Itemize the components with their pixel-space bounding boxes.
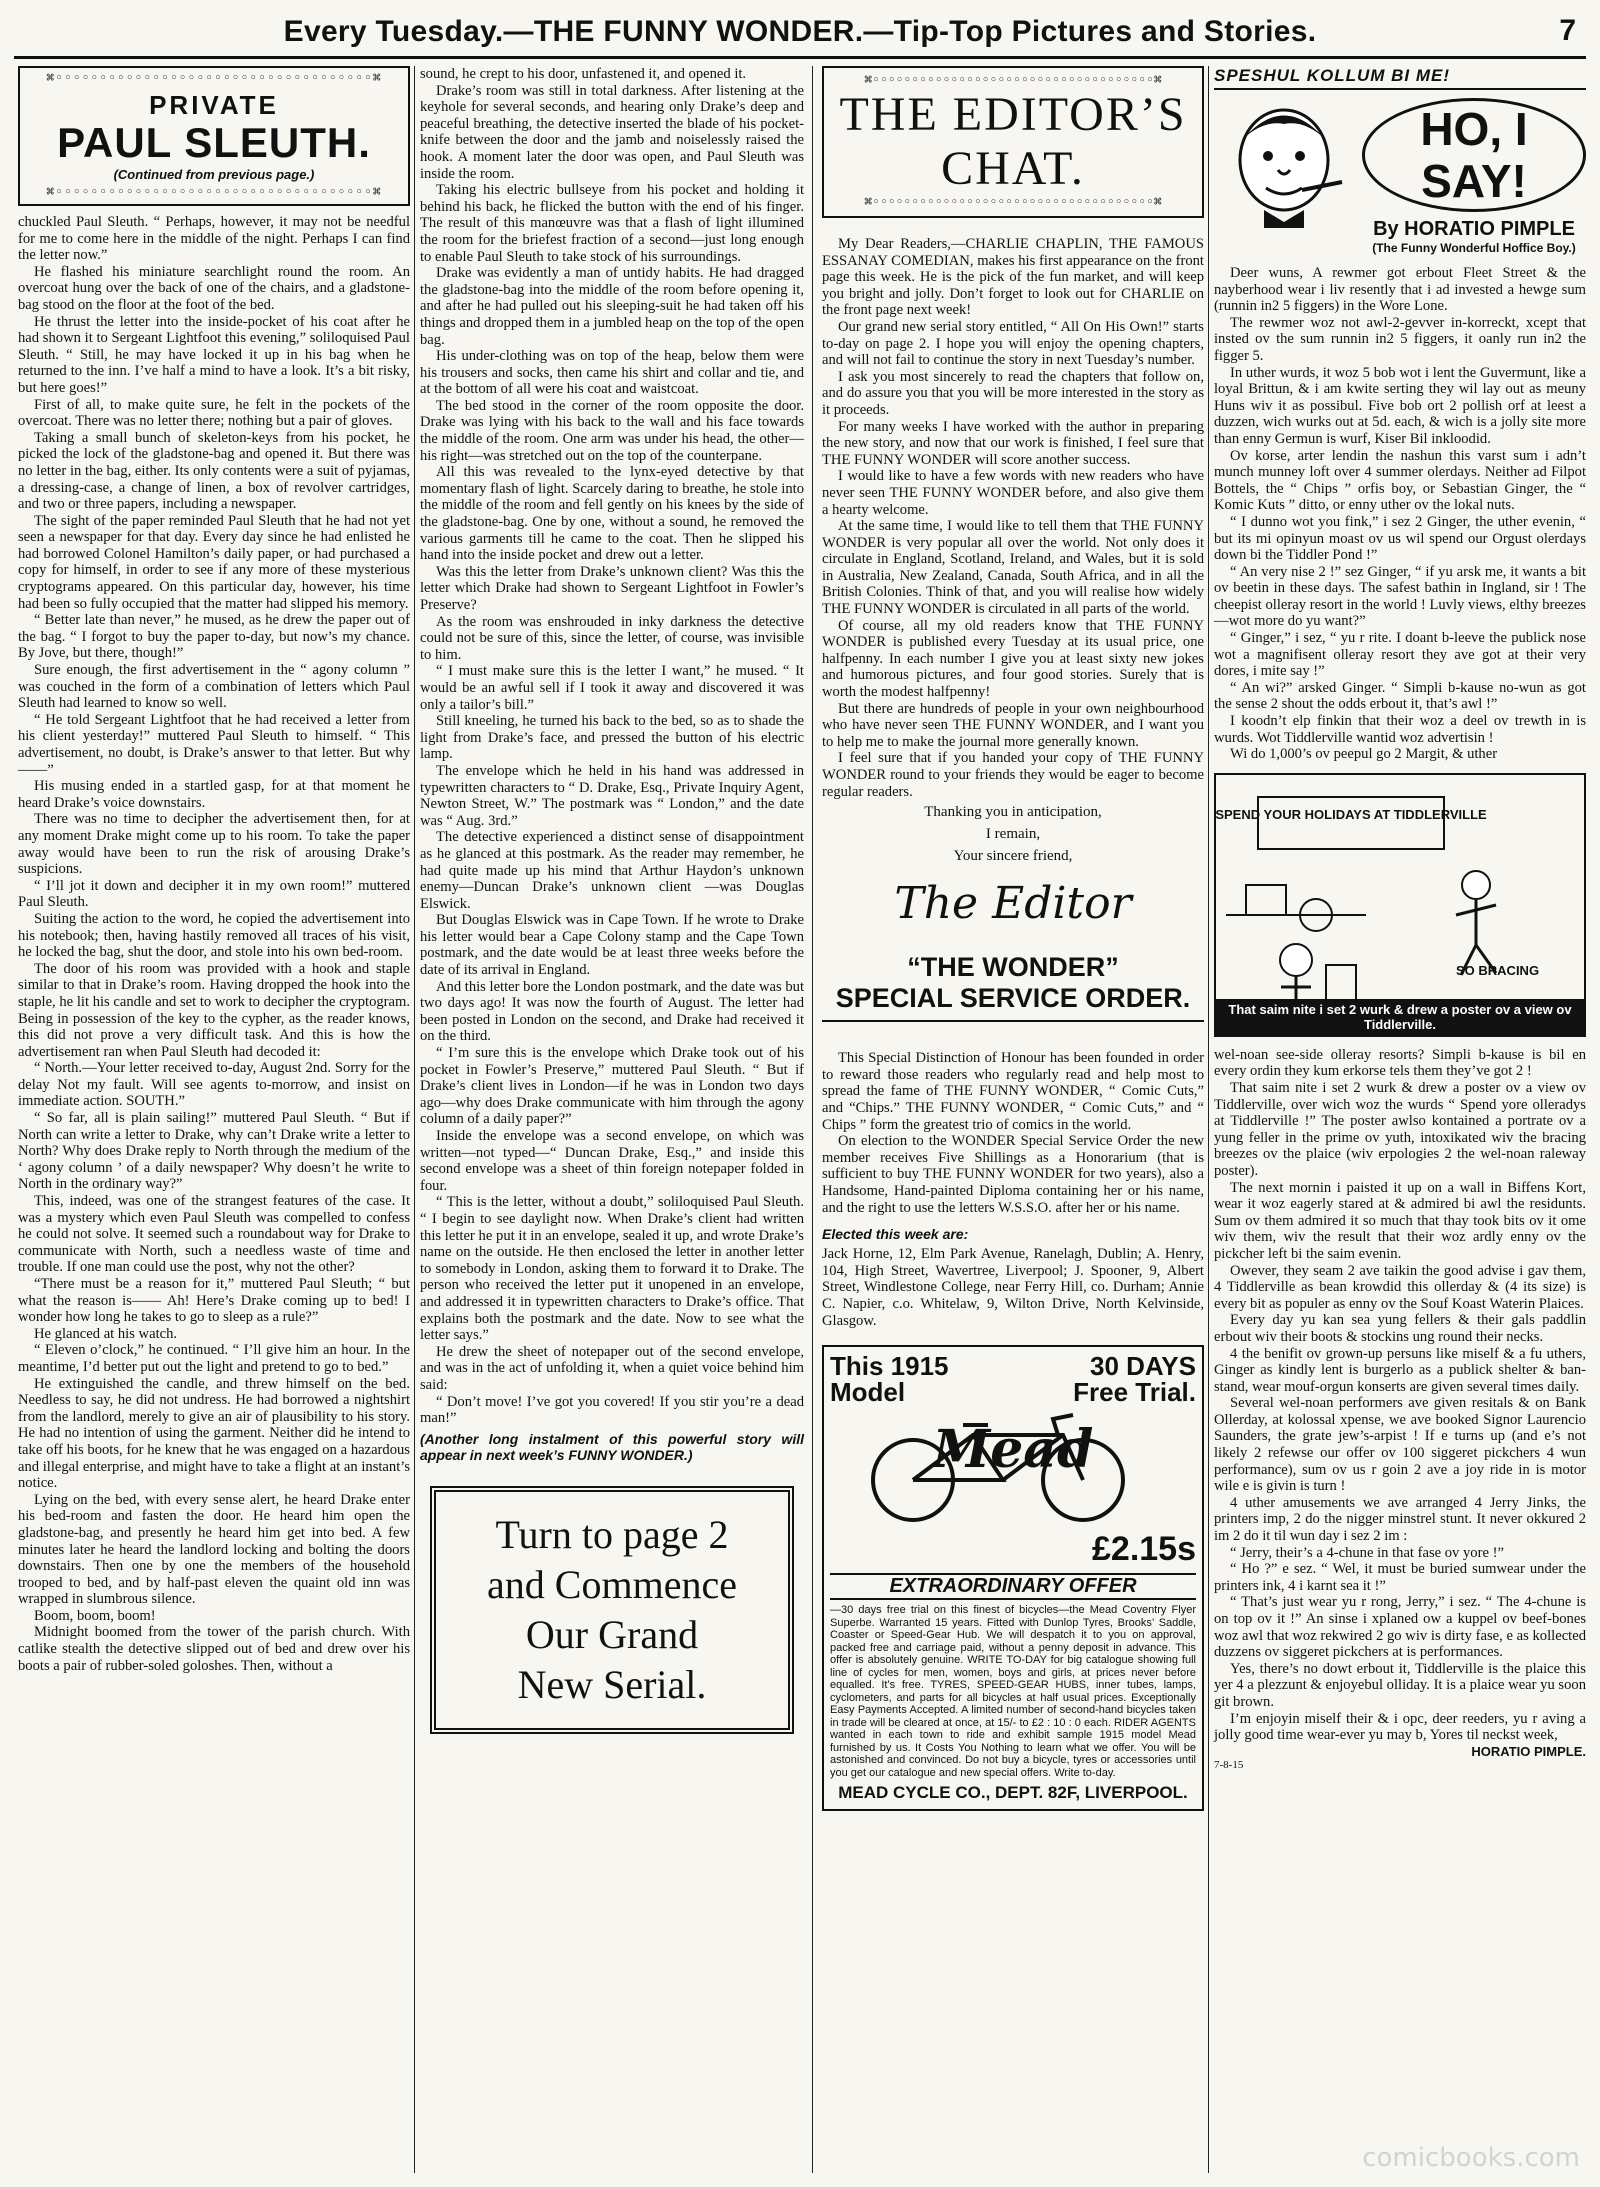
- paragraph: Several wel-noan performers ave given resitals & on Bank Ollerday, at kolossal xpense, we ave booked Signor Laurencio Saunders, the grate jew’s-arpist ! If e turns up (and e’s not likely 2 refewse our offer ov 100 siggeret pickchers 4 wun performance), sum ov us r goin 2 ave a joy ride in is motor wile e is givin is turn !: [1214, 1395, 1586, 1495]
- decorative-border: ⌘◦◦◦◦◦◦◦◦◦◦◦◦◦◦◦◦◦◦◦◦◦◦◦◦◦◦◦◦◦◦◦◦◦◦◦◦⌘: [864, 73, 1162, 88]
- elected-label: Elected this week are:: [822, 1226, 969, 1243]
- paragraph: This, indeed, was one of the strangest features of the case. It was a mystery which even Paul Sleuth was compelled to confess he could not solve. It seemed such a roundabout way for Drake to communicate with North, such a needless waste of time and trouble. If one man could use the post, why not the other?: [18, 1193, 410, 1276]
- paragraph: Of course, all my old readers know that THE FUNNY WONDER is published every Tuesday at its usual price, one halfpenny. In each number I give you at least sixty new jokes and humorous pictures, and four good stories. Surely that is worth the modest halfpenny!: [822, 617, 1204, 701]
- speshul-text: [1214, 265, 1586, 763]
- speshul-text-continued: [1214, 1047, 1586, 1744]
- editor-closing: I remain,: [985, 826, 1041, 843]
- service-order-title: [822, 952, 1204, 1022]
- turn-to-page-box: [430, 1486, 794, 1734]
- editor-chat-text: [822, 236, 1204, 800]
- paragraph: chuckled Paul Sleuth. “ Perhaps, however, it may not be needful for me to come here in the middle of the night. Perhaps I can find the letter now.”: [18, 214, 410, 264]
- hoi-header: [1214, 98, 1586, 255]
- paragraph: He drew the sheet of notepaper out of the second envelope, and was in the act of unfolding it, when a quiet voice behind him said:: [420, 1343, 804, 1393]
- paragraph: There was no time to decipher the advertisement then, for at any moment Drake might come up to his room. To take the paper away would have been to run the risk of arousing Drake’s suspicions.: [18, 811, 410, 878]
- paragraph: “ Don’t move! I’ve got you covered! If you stir you’re a dead man!”: [420, 1393, 804, 1427]
- paragraph: “ I’ll jot it down and decipher it in my own room!” muttered Paul Sleuth.: [18, 877, 410, 911]
- paragraph: Taking a small bunch of skeleton-keys from his pocket, he picked the lock of the gladstone-bag and opened it. But there was no letter in the bag, either. Its only contents were a suit of pyjamas, a dressing-case, a change of linen, a box of revolver cartridges, and two or three papers, including a newspaper.: [18, 429, 410, 513]
- paragraph: The detective experienced a distinct sense of disappointment as he glanced at this postmark. As the reader may remember, he had quite made up his mind that Arthur Haydon’s unknown enemy—Duncan Drake’s unknown client —was Douglas Elswick.: [420, 829, 804, 912]
- paragraph: “ He told Sergeant Lightfoot that he had received a letter from his client yesterday!” muttered Paul Sleuth to himself. “ This advertisement, no doubt, is Drake’s answer to that letter. But why——”: [18, 711, 410, 778]
- paragraph: Every day yu kan sea yung fellers & their gals paddlin erbout wiv their boots & stockins ung round their necks.: [1214, 1312, 1586, 1345]
- sleuth-story-continued: [420, 66, 804, 1427]
- paragraph: I feel sure that if you handed your copy of THE FUNNY WONDER round to your friends they would be eager to become regular readers.: [822, 750, 1204, 800]
- paragraph: “ So far, all is plain sailing!” muttered Paul Sleuth. “ But if North can write a letter to Drake, why can’t Drake write a letter to North? Why does Drake reply to North through the medium of the ‘ agony column ’ of a daily newspaper? Why doesn’t he write to North in the ordinary way?”: [18, 1110, 410, 1193]
- paragraph: He flashed his miniature searchlight round the room. An overcoat hung over the back of one of the chairs, and a gladstone-bag stood on the floor at the foot of the bed.: [18, 263, 410, 313]
- paragraph: “ This is the letter, without a doubt,” soliloquised Paul Sleuth. “ I begin to see daylight now. When Drake’s client had written this letter he put it in an envelope, sealed it up, and wrote Drake’s name on the outside. He then enclosed the letter in another letter to somebody in London, asking them to forward it to Drake. The person who received the letter put it unopened in an envelope, and addressed it in typewritten characters to Drake’s office. That explains both the postmark and the date. Now to see what the letter says.”: [420, 1194, 804, 1344]
- paragraph: Deer wuns, A rewmer got erbout Fleet Street & the nayberhood wear i liv resently that i ad invested a hewge sum (runnin in2 5 figgers) in the Wore Lone.: [1214, 265, 1586, 315]
- paragraph: He extinguished the candle, and threw himself on the bed. Needless to say, he did not undress. He had borrowed a nightshirt from the landlord, merely to give an air of plausibility to his story. He had no intention of using the garment. Neither did he intend to take off his boots, for he knew that he was engaged on a hazardous and illegal enterprise, and might have to take a flight at an instant’s notice.: [18, 1375, 410, 1492]
- editor-closing: Your sincere friend,: [953, 848, 1073, 865]
- paragraph: He thrust the letter into the inside-pocket of his coat after he had shown it to Sergeant Lightfoot this evening,” soliloquised Paul Sleuth. “ Still, he may have locked it up in his bag when he returned to the inn. I’ve half a mind to have a look. It’s a bit risky, but here goes!”: [18, 313, 410, 396]
- elected-list: Jack Horne, 12, Elm Park Avenue, Ranelagh, Dublin; A. Henry, 104, High Street, Wavertree, Liverpool; J. Spooner, 9, Albert Street, Windlestone College, near Ferry Hill, co. Durham; Annie C. Napier, c.o. Whitelaw, 9, Wilton Drive, North Kelvinside, Glasgow.: [822, 1246, 1204, 1329]
- speshul-signature: HORATIO PIMPLE.: [1471, 1743, 1586, 1759]
- sleuth-subtitle: (Continued from previous page.): [113, 167, 315, 182]
- paragraph: All this was revealed to the lynx-eyed detective by that momentary flash of light. Scarcely daring to breathe, he stole into the middle of the room and fell gently on his knees by the side of the gladstone-bag. One by one, without a sound, he removed the various garments till he came to the coat. Then he slipped his hand into the inside pocket and drew out a letter.: [420, 464, 804, 564]
- editor-signature: The Editor: [894, 878, 1132, 930]
- column-rule: [1208, 66, 1209, 2173]
- paragraph: The bed stood in the corner of the room opposite the door. Drake was lying with his back to the wall and his face towards the middle of the room. One arm was under his head, the other—his right—was stretched out on the top of the counterpane.: [420, 397, 804, 464]
- ad-price: £2.15s: [1092, 1530, 1196, 1569]
- paragraph: Midnight boomed from the tower of the parish church. With catlike stealth the detective slipped out of bed and drew over his boots a pair of rubber-soled goloshes. Then, without a: [18, 1624, 410, 1674]
- decorative-border: ⌘◦◦◦◦◦◦◦◦◦◦◦◦◦◦◦◦◦◦◦◦◦◦◦◦◦◦◦◦◦◦◦◦◦◦◦◦⌘: [864, 195, 1162, 210]
- paragraph: “ Ginger,” i sez, “ yu r rite. I doant b-leeve the publick nose wot a magnifisent olleray resort they ave got at their very dores, i mite say !”: [1214, 630, 1586, 680]
- paragraph: But Douglas Elswick was in Cape Town. If he wrote to Drake his letter would bear a Cape Colony stamp and the Cape Town postmark, and the date would be at least three weeks before the date of its arrival in England.: [420, 912, 804, 979]
- paragraph: But there are hundreds of people in your own neighbourhood who have never seen THE FUNNY WONDER, and I want you to help me to make the journal more generally known.: [822, 700, 1204, 750]
- hoi-title-block: [1362, 98, 1586, 255]
- paragraph: Lying on the bed, with every sense alert, he heard Drake enter his bed-room and fasten the door. He heard him open the gladstone-bag, and presently he heard him get into bed. A few minutes later he heard the landlord locking and bolting the doors downstairs. Then one by one the members of the household trooped to bed, and by half-past eleven the quaint old inn was wrapped in slumbrous silence.: [18, 1491, 410, 1608]
- service-order-text: [822, 1050, 1204, 1216]
- paragraph: On election to the WONDER Special Service Order the new member receives Five Shillings as a Honorarium (that is sufficient to buy THE FUNNY WONDER for two years), also a Handsome, Hand-painted Diploma containing her or his name, and the right to use the letters W.S.S.O. after her or his name.: [822, 1133, 1204, 1216]
- ad-trial-line: 30 DAYS: [1090, 1351, 1196, 1382]
- tiddlerville-cartoon: [1214, 773, 1586, 1037]
- column-2: [420, 66, 804, 2175]
- page-header: [14, 8, 1586, 59]
- paragraph: Was this the letter from Drake’s unknown client? Was this the letter which Drake had shown to Sergeant Lightfoot in Fowler’s Preserve?: [420, 563, 804, 613]
- paragraph: The door of his room was provided with a hook and staple similar to that in Drake’s room. Having dropped the hook into the staple, he lit his candle and set to work to decipher the cryptogram. Being in possession of the key to the cypher, as the reader knows, this did not prove a very difficult task. And this is how the advertisement ran when Paul Sleuth had decoded it:: [18, 960, 410, 1060]
- ad-model-year: [830, 1351, 949, 1408]
- paragraph: 4 uther amusements we ave arranged 4 Jerry Jinks, the printers imp, 2 do the nigger minstrel stunt. It never okkured 2 im 2 do it til wun day i sez 2 im :: [1214, 1494, 1586, 1545]
- paragraph: Yes, there’s no dowt erbout it, Tiddlerville is the plaice this yer 4 a plezzunt & enjoyebul olliday. It is a plaice wear yu soon git brown.: [1214, 1660, 1586, 1710]
- paragraph: “ Ho ?” e sez. “ Wel, it must be buried sumwear under the printers ink, 4 i karnt sea it !”: [1214, 1561, 1586, 1594]
- cartoon-banner-text: SPEND YOUR HOLIDAYS AT TIDDLERVILLE: [1215, 806, 1487, 822]
- turn-line: Turn to page 2: [495, 1511, 729, 1557]
- paragraph: “There must be a reason for it,” muttered Paul Sleuth; “ but what the reason is—— Ah! Here’s Drake coming up to bed! I wonder how long he takes to go to sleep as a rule?”: [18, 1276, 410, 1326]
- paragraph: The next mornin i paisted it up on a wall in Biffens Kort, wear it woz eagerly stared at & admired bi awl the residunts. Sum ov them admired it so much that thay took bits ov it ome wiv them, wiv the result that their woz ardly enny ov the pickcher left bi the saim evenin.: [1214, 1179, 1586, 1262]
- speshul-kicker: SPESHUL KOLLUM BI ME!: [1214, 66, 1586, 90]
- paragraph: “ An very nise 2 !” sez Ginger, “ if yu arsk me, it wants a bit ov beetin in these days. The safest bathin in Ingland, sir ! The cheepist olleray resort in the world ! Luvly views, elthy breezes—wot more do yu want?”: [1214, 563, 1586, 630]
- column-rule: [414, 66, 415, 2173]
- paragraph: His musing ended in a startled gasp, for at that moment he heard Drake’s voice downstairs.: [18, 778, 410, 811]
- mead-cycle-ad: [822, 1345, 1204, 1811]
- paragraph: “ An wi?” arsked Ginger. “ Simpli b-kause no-wun as got the sense 2 shout the odds erbout it, that’s awl !”: [1214, 679, 1586, 713]
- paragraph: “ Better late than never,” he mused, as he drew the paper out of the bag. “ I forgot to buy the paper to-day, but now’s my chance. By Jove, but there, though!”: [18, 612, 410, 662]
- paragraph: 4 the benifit ov grown-up persuns like miself & a fu uthers, Ginger as kindly lent is burgerlo as a publick shelter & ban-stand, wear mouf-orgun konserts are given several times daily.: [1214, 1345, 1586, 1395]
- turn-line: Our Grand: [525, 1611, 699, 1657]
- turn-line: and Commence: [487, 1561, 737, 1607]
- paragraph: I koodn’t elp finkin that their woz a deel ov trewth in is wurds. Wot Tiddlerville wantid woz advertisin !: [1214, 713, 1586, 746]
- column-1: [18, 66, 410, 2175]
- paragraph: That saim nite i set 2 wurk & drew a poster ov a view ov Tiddlerville, over wich woz the wurds “ Spend yore olleradys at Tiddlerville !” The poster awlso kontained a portrate ov a yung feller in the prime ov yuth, intoxikated wiv the bracing breezes ov the plaice (wiv erpologies 2 the wel-noan raleway poster).: [1214, 1080, 1586, 1179]
- editor-closing: Thanking you in anticipation,: [924, 804, 1102, 821]
- ad-top: [830, 1351, 1196, 1408]
- paragraph: This Special Distinction of Honour has been founded in order to reward those readers who regularly read and help most to spread the fame of THE FUNNY WONDER, “ Comic Cuts,” and “Chips.” THE FUNNY WONDER, “ Comic Cuts,” and “ Chips ” form the greatest trio of comics in the world.: [822, 1050, 1204, 1133]
- paragraph: I ask you most sincerely to read the chapters that follow on, and do assure you that you will be more interested in the story as it proceeds.: [822, 368, 1204, 418]
- sleuth-story-text: [18, 214, 410, 1674]
- paragraph: Sure enough, the first advertisement in the “ agony column ” was couched in the form of a combination of letters which Paul Sleuth had learned to know so well.: [18, 662, 410, 712]
- ad-year-line: Model: [830, 1377, 906, 1408]
- editor-chat-title-box: [822, 66, 1204, 218]
- hoi-title: HO, I SAY!: [1362, 98, 1586, 212]
- paragraph: Drake’s room was still in total darkness. After listening at the keyhole for several seconds, and hearing only Drake’s deep and peaceful breathing, the detective inserted the blade of his pocket-knife between the door and the jamb and noiselessly raised the hook. A moment later the door was open, and Paul Sleuth was inside the room.: [420, 82, 804, 182]
- poster-banner-icon: [1215, 795, 1487, 851]
- paragraph: The envelope which he held in his hand was addressed in typewritten characters to “ D. Drake, Esq., Private Inquiry Agent, Newton Street, W.” The postmark was “ London,” and the date was “ Aug. 3rd.”: [420, 762, 804, 829]
- paragraph: Wi do 1,000’s ov peepul go 2 Margit, & uther: [1230, 746, 1498, 763]
- column-4: [1214, 66, 1586, 2175]
- paragraph: And this letter bore the London postmark, and the date was but two days ago! It was now the fourth of August. The letter had been posted in London on the second, and Drake had received it on the third.: [420, 978, 805, 1045]
- turn-line: New Serial.: [517, 1661, 707, 1707]
- paragraph: First of all, to make quite sure, he felt in the pockets of the overcoat. There was no letter there; nothing but a pair of gloves.: [18, 396, 410, 430]
- cartoon-label: SO BRACING: [1456, 962, 1540, 978]
- paragraph: I would like to have a few words with new readers who have never seen THE FUNNY WONDER before, and also give them a hearty welcome.: [822, 468, 1204, 518]
- column-3: [822, 66, 1204, 2175]
- service-order-title-1: “THE WONDER”: [907, 952, 1119, 983]
- paragraph: “ That’s just wear yu r rong, Jerry,” i sez. “ The 4-chune is on top ov it !” An sinse i xplaned ow a kuppel ov beef-bones woz awl that woz rekwired 2 go wiv is dirty fase, e as kollected duzzens ov siggeret pickchers at is performances.: [1214, 1594, 1586, 1661]
- paragraph: The sight of the paper reminded Paul Sleuth that he had not yet seen a newspaper for that day. Every day since he had enlisted he had borrowed Colonel Hamilton’s daily paper, or had purchased a copy for himself, in order to see if any more of these mysterious cryptograms appeared. On this particular day, however, his time had been so fully occupied that the matter had slipped his memory.: [18, 512, 410, 612]
- paragraph: “ North.—Your letter received to-day, August 2nd. Sorry for the delay Not my fault. Will see agents to-morrow, and insist on immediate action. SOUTH.”: [18, 1060, 410, 1110]
- service-order-title-2: SPECIAL SERVICE ORDER.: [835, 983, 1191, 1014]
- running-header: Every Tuesday.—THE FUNNY WONDER.—Tip-Top Pictures and Stories.: [283, 15, 1317, 48]
- paragraph: Inside the envelope was a second envelope, on which was written—not typed—“ Duncan Drake, Esq.,” and inside this second envelope was a sheet of thin foreign notepaper folded in four.: [420, 1128, 804, 1194]
- paragraph: “ I must make sure this is the letter I want,” he mused. “ It would be an awful sell if I took it away and discovered it was only a tailor’s bill.”: [420, 663, 804, 713]
- hoi-byline-sub: (The Funny Wonderful Hoffice Boy.): [1372, 241, 1576, 255]
- instalment-note: (Another long instalment of this powerful story will appear in next week’s FUNNY WONDER.): [420, 1430, 804, 1464]
- paragraph: Owever, they seam 2 ave taikin the good advise i gav them, 4 Tiddlerville as bean krowdid this ollerday & (4 its size) is every bit as populer as enny ov the Souf Koast Waterin Plaices.: [1214, 1262, 1586, 1312]
- paragraph: “ Jerry, their’s a 4-chune in that fase ov yore !”: [1230, 1544, 1504, 1561]
- paragraph: sound, he crept to his door, unfastened it, and opened it.: [420, 66, 747, 82]
- paragraph: Boom, boom, boom!: [34, 1607, 156, 1624]
- ad-offer-banner: EXTRAORDINARY OFFER: [830, 1573, 1196, 1600]
- watermark: comicbooks.com: [1362, 2143, 1580, 2173]
- ad-trial-line: Free Trial.: [1073, 1377, 1196, 1408]
- hoi-byline: By HORATIO PIMPLE: [1373, 218, 1575, 240]
- editor-chat-title: THE EDITOR’S: [839, 88, 1187, 141]
- sleuth-title-box: [18, 66, 410, 206]
- cartoon-caption: That saim nite i set 2 wurk & drew a poster ov a view ov Tiddlerville.: [1216, 999, 1584, 1035]
- paragraph: “ I’m sure this is the envelope which Drake took out of his pocket in Fowler’s Preserve,” muttered Paul Sleuth. “ But if Drake’s client lives in London—if he was in London two days ago—why does Drake communicate with him through the agony column of a daily paper?”: [420, 1045, 804, 1128]
- editor-chat-title-2: CHAT.: [941, 142, 1085, 195]
- paragraph: I’m enjoyin miself their & i opc, deer reeders, yu r aving a jolly good time wear-ever yu may b, Yores til neckst week,: [1214, 1710, 1586, 1744]
- paragraph: “ I dunno wot you fink,” i sez 2 Ginger, the uther evenin, “ but its mi opinyun moast ov us wil spend our Orgust olerdays down bi the Tiddler Pond !”: [1214, 513, 1586, 564]
- paragraph: Our grand new serial story entitled, “ All On His Own!” starts to-day on page 2. I hope you will enjoy the opening chapters, and will not fail to continue the story in next Tuesday’s number.: [822, 318, 1204, 369]
- paragraph: My Dear Readers,—CHARLIE CHAPLIN, THE FAMOUS ESSANAY COMEDIAN, makes his first appearance on the front page this week. He is the pick of the fun market, and will keep you bright and jolly. Don’t forget to look out for CHARLIE on the front page next week!: [822, 236, 1204, 319]
- paragraph: Ov korse, arter lendin the nashun this varst sum i adn’t munch munney loft over 4 summer olerdays. Neither ad Filpot Bottels, the “ Chips ” orfis boy, or Sebastian Ginger, the “ Komic Kuts ” ditto, or enny uther ov the lokal nuts.: [1214, 447, 1586, 514]
- paragraph: At the same time, I would like to tell them that THE FUNNY WONDER is very popular all over the world. Not only does it circulate in England, Scotland, Ireland, and Wales, but it is sold in Australia, New Zealand, Canada, South Africa, and in all the British Colonies. Think of that, and you will realise how widely THE FUNNY WONDER is circulated in all parts of the world.: [822, 518, 1204, 618]
- column-rule: [812, 66, 813, 2173]
- paragraph: Taking his electric bullseye from his pocket and holding it behind his back, he flicked the button with the end of his finger. The result of this manœuvre was that a flash of light illumined the room for the briefest fraction of a second—just long enough to enable Paul Sleuth to take stock of his surroundings.: [420, 182, 804, 265]
- page-number: 7: [1559, 14, 1576, 47]
- paragraph: Drake was evidently a man of untidy habits. He had dragged the gladstone-bag into the middle of the room before opening it, and after he had pulled out his sleeping-suit he had taken off his things and dropped them in a jumbled heap on the top of the open bag.: [420, 265, 804, 348]
- seaside-scene-icon: [1226, 855, 1576, 1005]
- decorative-border: ⌘◦◦◦◦◦◦◦◦◦◦◦◦◦◦◦◦◦◦◦◦◦◦◦◦◦◦◦◦◦◦◦◦◦◦◦◦⌘: [46, 185, 382, 200]
- paragraph: Suiting the action to the word, he copied the advertisement into his notebook; then, having hastily removed all traces of his visit, he locked the bag, shut the door, and stole into his own bed-room.: [18, 910, 410, 961]
- paragraph: As the room was enshrouded in inky darkness the detective could not be sure of this, since the letter, of course, was invisible to him.: [420, 613, 804, 663]
- office-boy-portrait-icon: [1214, 98, 1354, 228]
- ad-free-trial: [1073, 1351, 1196, 1408]
- bicycle-illustration: [833, 1405, 1193, 1525]
- paragraph: The rewmer woz not awl-2-gevver in-korreckt, xcept that insted ov the sum runnin in2 5 figgers, it oanly run in2 the figger 5.: [1214, 314, 1586, 364]
- paragraph: He glanced at his watch.: [34, 1325, 178, 1342]
- speshul-date: 7-8-15: [1214, 1758, 1244, 1771]
- ad-address: MEAD CYCLE CO., DEPT. 82F, LIVERPOOL.: [838, 1783, 1188, 1803]
- paragraph: “ Eleven o’clock,” he continued. “ I’ll give him an hour. In the meantime, I’d better put out the light and pretend to go to bed.”: [18, 1342, 410, 1375]
- ad-year-line: This 1915: [830, 1351, 949, 1382]
- decorative-border: ⌘◦◦◦◦◦◦◦◦◦◦◦◦◦◦◦◦◦◦◦◦◦◦◦◦◦◦◦◦◦◦◦◦◦◦◦◦⌘: [46, 71, 382, 86]
- paragraph: Still kneeling, he turned his back to the bed, so as to shade the light from Drake’s face, and pressed the button of his electric lamp.: [420, 713, 804, 763]
- sleuth-kicker: PRIVATE: [149, 90, 279, 120]
- paragraph: For many weeks I have worked with the author in preparing the new story, and now that our work is finished, I feel sure that THE FUNNY WONDER will score another success.: [822, 418, 1204, 468]
- sleuth-title: PAUL SLEUTH.: [57, 119, 371, 166]
- ad-body: —30 days free trial on this finest of bicycles—the Mead Coventry Flyer Superbe. Warranted 15 years. Fitted with Dunlop Tyres, Brooks’ Saddle, Coaster or Speed-Gear Hub. We will despatch it to you on approval, packed free and carriage paid, without a penny deposit in advance. This offer is absolutely genuine. WRITE TO-DAY for big catalogue showing full line of cycles for men, women, boys and girls, at prices never before equalled. It’s free. TYRES, SPEED-GEAR HUBS, inner tubes, lamps, cyclometers, and parts for all bicycles at half usual prices. Exceptionally Easy Payments Accepted. A limited number of second-hand bicycles taken in trade will be cleared at once, at 15/- to £2 : 10 : 0 each. RIDER AGENTS wanted in each town to ride and exhibit sample 1915 model Mead furnished by us. It Costs You Nothing to learn what we offer. You will be astonished and convinced. Do not buy a bicycle, tyres or accessories until you get our catalogue and new special offers. Write to-day.: [830, 1604, 1196, 1779]
- paragraph: wel-noan see-side olleray resorts? Simpli b-kause is bil en every ordin they kum erkorse tels them they’ve got 2 !: [1214, 1046, 1586, 1080]
- paragraph: His under-clothing was on top of the heap, below them were his trousers and socks, then came his shirt and collar and tie, and at the bottom of all were his coat and waistcoat.: [420, 348, 804, 398]
- ad-brand: Mead: [932, 1419, 1094, 1481]
- paragraph: In uther wurds, it woz 5 bob wot i lent the Guvermunt, like a loyal Brittun, & i am kwite serting they wil lay out as meuny Huns wiv it as possibul. Five bob ort 2 pollish orf at leest a duzzen, wich wurks out at 5d. each, & wich is a jolly site more than enny Germun is wurf, Kiser Bil inkloodid.: [1214, 364, 1586, 447]
